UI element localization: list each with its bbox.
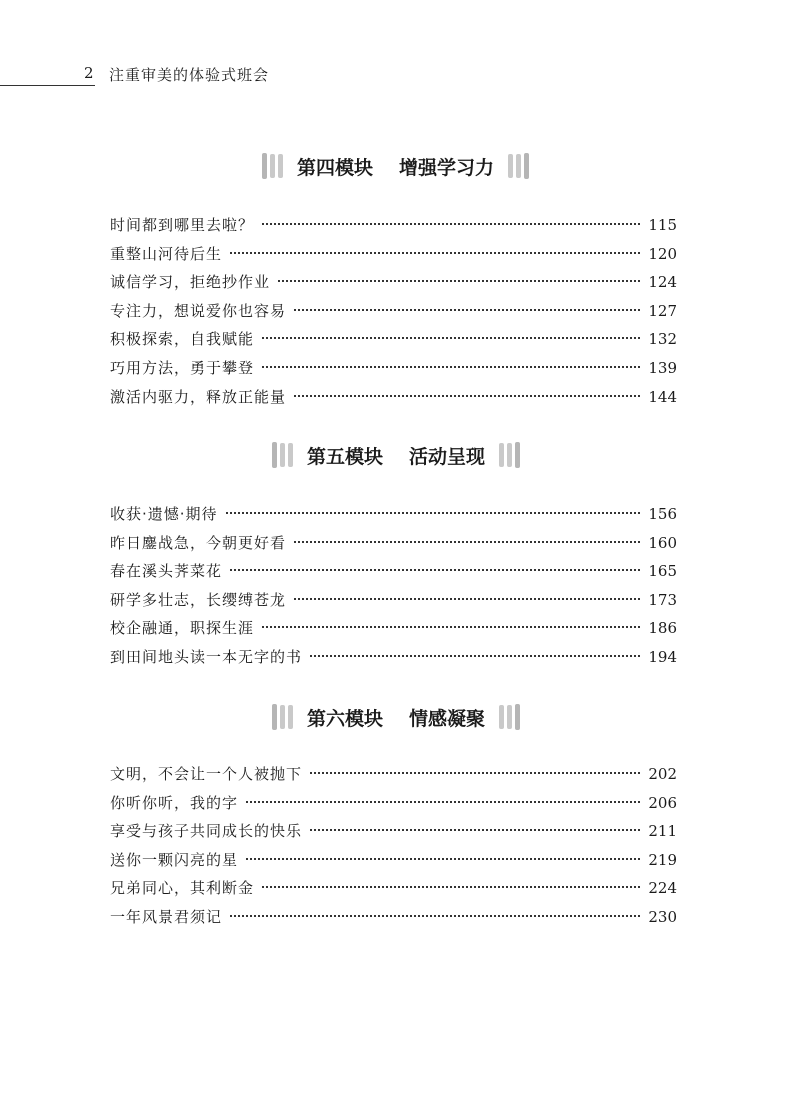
toc-entry[interactable]	[110, 763, 677, 785]
module-number-label: 第六模块	[307, 707, 384, 730]
module-heading	[0, 701, 799, 733]
entry-title: 激活内驱力，释放正能量	[110, 387, 287, 406]
entry-title: 收获·遗憾·期待	[110, 505, 218, 523]
heading-bracket-right-icon	[499, 704, 520, 730]
module-heading-text	[307, 442, 485, 469]
heading-bracket-right-icon	[508, 153, 529, 179]
book-title: 注重审美的体验式班会	[109, 66, 270, 84]
entry-page-number: 186	[648, 619, 677, 638]
dot-leader	[294, 540, 640, 543]
module-heading-text	[307, 704, 485, 731]
entry-page-number: 115	[648, 216, 677, 234]
entry-title: 兄弟同心，其利断金	[110, 879, 255, 898]
dot-leader	[294, 308, 640, 311]
dot-leader	[262, 222, 640, 225]
entry-page-number: 202	[648, 765, 677, 783]
toc-entry[interactable]	[110, 877, 677, 899]
entry-title: 春在溪头荠菜花	[110, 562, 223, 581]
heading-bracket-left-icon	[262, 153, 283, 179]
dot-leader	[226, 511, 641, 514]
entry-page-number: 219	[648, 850, 677, 869]
toc-entry[interactable]	[110, 646, 677, 668]
toc-entry[interactable]	[110, 328, 677, 350]
dot-leader	[294, 394, 640, 397]
entry-page-number: 144	[648, 387, 677, 406]
toc-entry[interactable]	[110, 386, 677, 408]
entry-title: 研学多壮志，长缨缚苍龙	[110, 590, 287, 609]
toc-entry[interactable]	[110, 271, 677, 293]
entry-title: 一年风景君须记	[110, 908, 223, 926]
toc-entry[interactable]	[110, 300, 677, 322]
entry-page-number: 206	[648, 793, 677, 812]
entry-title: 享受与孩子共同成长的快乐	[110, 822, 303, 841]
heading-bracket-left-icon	[272, 442, 293, 468]
toc-entry[interactable]	[110, 560, 677, 582]
entry-page-number: 211	[648, 822, 677, 841]
entry-title: 到田间地头读一本无字的书	[110, 648, 303, 666]
entry-page-number: 165	[648, 562, 677, 581]
dot-leader	[230, 251, 640, 254]
page-number: 2	[84, 64, 94, 82]
heading-bracket-left-icon	[272, 704, 293, 730]
entry-title: 专注力，想说爱你也容易	[110, 301, 287, 320]
toc-entry[interactable]	[110, 214, 677, 236]
module-number-label: 第五模块	[307, 445, 384, 468]
toc-entry[interactable]	[110, 792, 677, 814]
dot-leader	[230, 914, 640, 917]
entry-page-number: 160	[648, 533, 677, 552]
toc-entry[interactable]	[110, 243, 677, 265]
toc-entry[interactable]	[110, 906, 677, 928]
dot-leader	[262, 625, 640, 628]
module-number-label: 第四模块	[297, 156, 374, 179]
entry-title: 送你一颗闪亮的星	[110, 850, 239, 869]
toc-entry[interactable]	[110, 849, 677, 871]
module-heading	[0, 150, 799, 182]
module-heading	[0, 439, 799, 471]
entry-title: 你听你听，我的字	[110, 793, 239, 812]
entry-page-number: 120	[648, 244, 677, 263]
toc-entry[interactable]	[110, 589, 677, 611]
module-heading-text	[297, 153, 494, 180]
entry-title: 积极探索，自我赋能	[110, 330, 255, 349]
entry-page-number: 156	[648, 505, 677, 523]
dot-leader	[262, 336, 640, 339]
entry-page-number: 132	[648, 330, 677, 349]
dot-leader	[278, 279, 640, 282]
running-head	[0, 60, 799, 90]
dot-leader	[230, 568, 640, 571]
entry-page-number: 224	[648, 879, 677, 898]
entry-page-number: 127	[648, 301, 677, 320]
dot-leader	[246, 800, 640, 803]
entry-page-number: 124	[648, 273, 677, 292]
dot-leader	[310, 828, 640, 831]
dot-leader	[246, 857, 640, 860]
entry-page-number: 230	[648, 908, 677, 926]
entry-title: 时间都到哪里去啦？	[110, 216, 255, 234]
entry-title: 文明，不会让一个人被抛下	[110, 765, 303, 783]
entry-title: 巧用方法，勇于攀登	[110, 359, 255, 377]
dot-leader	[310, 771, 640, 774]
toc-entry[interactable]	[110, 357, 677, 379]
module-title: 情感凝聚	[409, 707, 486, 730]
toc-entry[interactable]	[110, 820, 677, 842]
toc-entry[interactable]	[110, 503, 677, 525]
module-title: 活动呈现	[409, 445, 486, 468]
toc-entry[interactable]	[110, 532, 677, 554]
module-title: 增强学习力	[399, 156, 495, 179]
heading-bracket-right-icon	[499, 442, 520, 468]
toc-entry[interactable]	[110, 617, 677, 639]
dot-leader	[294, 597, 640, 600]
entry-page-number: 194	[648, 648, 677, 666]
entry-title: 校企融通，职探生涯	[110, 619, 255, 638]
header-rule	[0, 85, 95, 86]
dot-leader	[310, 654, 640, 657]
entry-title: 昨日鏖战急，今朝更好看	[110, 533, 287, 552]
entry-title: 诚信学习，拒绝抄作业	[110, 273, 271, 292]
entry-title: 重整山河待后生	[110, 244, 223, 263]
dot-leader	[262, 365, 640, 368]
entry-page-number: 173	[648, 590, 677, 609]
entry-page-number: 139	[648, 359, 677, 377]
dot-leader	[262, 885, 640, 888]
